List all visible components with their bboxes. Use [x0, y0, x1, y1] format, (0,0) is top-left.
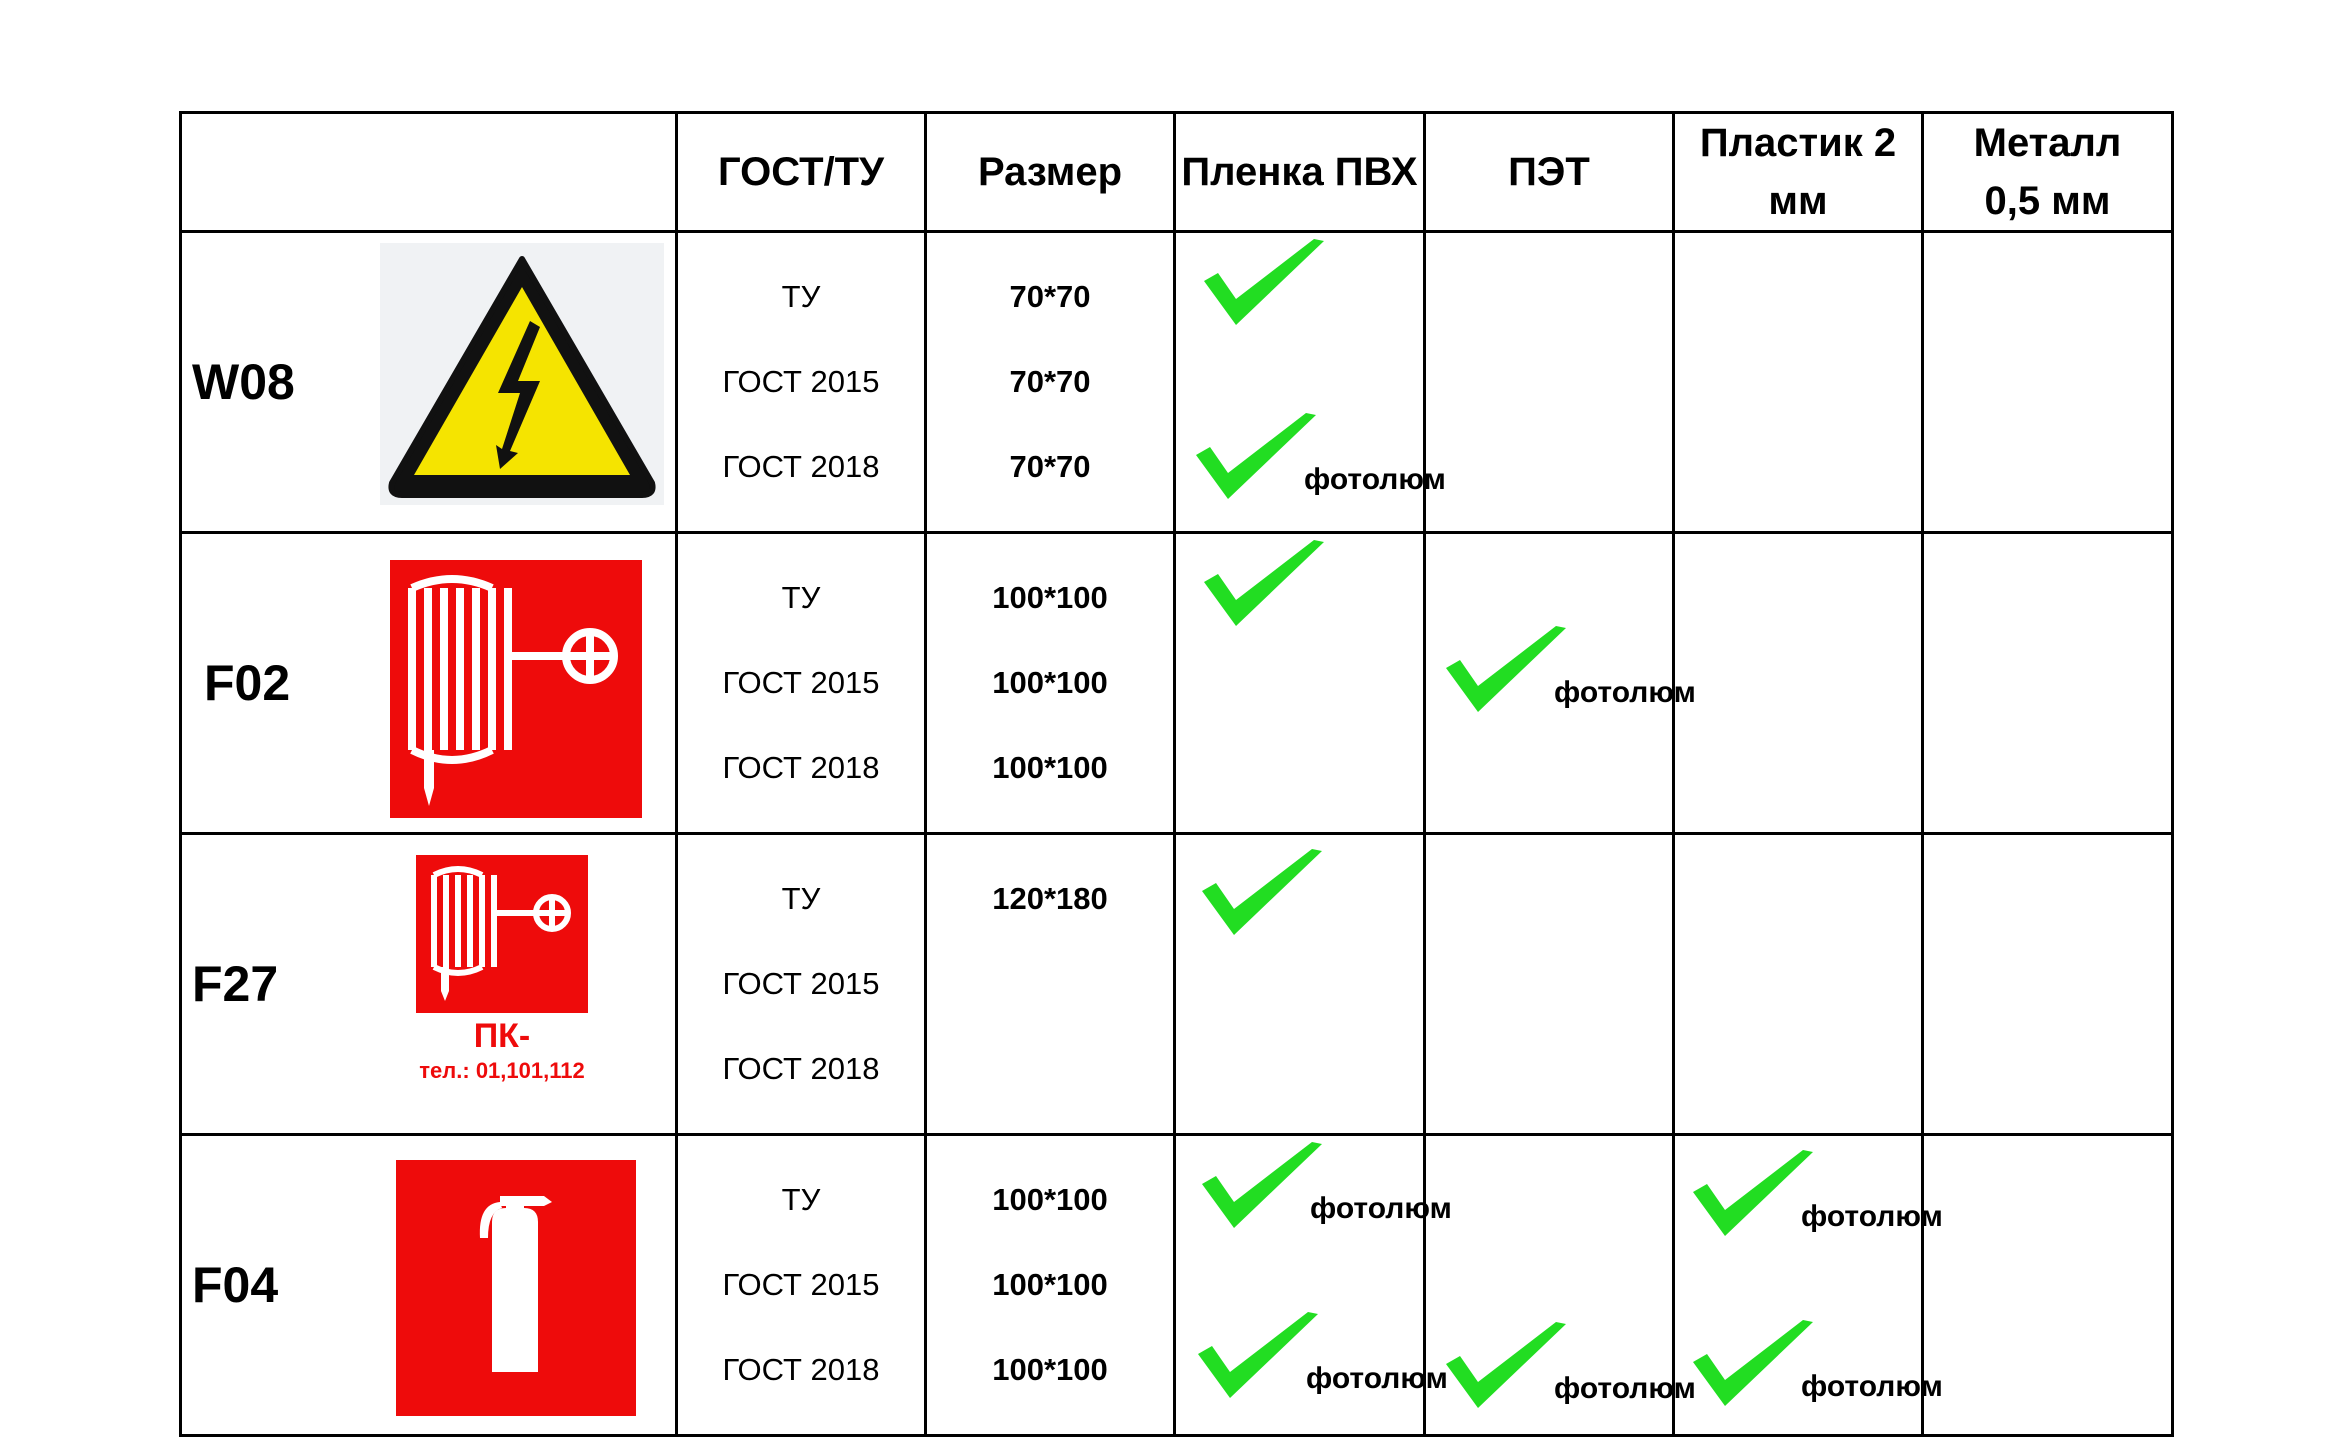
sign-cell — [181, 232, 677, 533]
standards-cell — [677, 1135, 926, 1436]
header-plastic — [1674, 113, 1923, 232]
check-mark — [1194, 411, 1446, 501]
size-value: 100*100 — [992, 749, 1108, 785]
metal-cell — [1923, 1135, 2173, 1436]
pet-cell — [1425, 232, 1674, 533]
table-row — [181, 834, 2173, 1135]
photoluminescent-note: фотолюм — [1801, 1370, 1943, 1403]
standard-label: ГОСТ 2018 — [722, 448, 880, 484]
size-value: 100*100 — [992, 1266, 1108, 1302]
plastic-cell — [1674, 1135, 1943, 1436]
photoluminescent-note: фотолюм — [1306, 1362, 1448, 1395]
fire-extinguisher-icon — [396, 1160, 636, 1416]
table-row — [181, 232, 2173, 533]
photoluminescent-note: фотолюм — [1554, 1372, 1696, 1405]
header-plastic-line2: мм — [1768, 179, 1828, 223]
sign-code: W08 — [192, 354, 295, 410]
check-mark — [1202, 538, 1326, 628]
plastic-cell — [1674, 533, 1923, 834]
standard-label: ТУ — [781, 279, 821, 315]
header-metal — [1923, 113, 2173, 232]
standard-label: ТУ — [781, 580, 821, 616]
size-value: 100*100 — [992, 580, 1108, 616]
check-icon — [1200, 1140, 1324, 1230]
size-value: 70*70 — [1009, 448, 1091, 484]
photoluminescent-note: фотолюм — [1554, 676, 1696, 709]
metal-cell — [1923, 533, 2173, 834]
check-icon — [1691, 1318, 1815, 1408]
standard-label: ГОСТ 2018 — [722, 749, 880, 785]
pet-cell — [1425, 834, 1674, 1135]
standard-label: ГОСТ 2015 — [722, 965, 880, 1001]
check-icon — [1691, 1148, 1815, 1238]
header-metal-line1: Металл — [1973, 121, 2122, 165]
sign-caption: ПК- — [473, 1017, 531, 1055]
table-row — [181, 533, 2173, 834]
header-sign — [181, 113, 677, 232]
header-gost: ГОСТ/ТУ — [677, 113, 926, 232]
size-value — [927, 1049, 1173, 1089]
check-icon — [1444, 1320, 1568, 1410]
header-size: Размер — [926, 113, 1175, 232]
standards-cell — [677, 533, 926, 834]
photoluminescent-note: фотолюм — [1801, 1200, 1943, 1233]
check-icon — [1202, 538, 1326, 628]
standard-label: ГОСТ 2018 — [722, 1050, 880, 1086]
check-mark — [1444, 1320, 1696, 1410]
size-value: 70*70 — [1009, 279, 1091, 315]
size-value — [927, 964, 1173, 1004]
check-icon — [1444, 624, 1568, 714]
standard-label: ТУ — [781, 1182, 821, 1218]
plastic-cell — [1674, 834, 1923, 1135]
sign-phone: тел.: 01,101,112 — [419, 1058, 585, 1083]
metal-cell — [1923, 232, 2173, 533]
check-mark — [1202, 237, 1326, 327]
standard-label: ТУ — [781, 881, 821, 917]
sign-cell — [181, 1135, 677, 1436]
metal-cell — [1923, 834, 2173, 1135]
standards-cell — [677, 834, 926, 1135]
size-value: 70*70 — [1009, 363, 1091, 399]
header-plastic-line1: Пластик 2 — [1699, 121, 1897, 165]
electric-hazard-warning-icon — [380, 243, 664, 505]
size-value: 100*100 — [992, 1182, 1108, 1218]
photoluminescent-note: фотолюм — [1304, 463, 1446, 496]
size-value: 100*100 — [992, 1351, 1108, 1387]
size-cell — [926, 1135, 1175, 1436]
check-icon — [1202, 237, 1326, 327]
standards-cell — [677, 232, 926, 533]
pet-cell — [1425, 1135, 1696, 1436]
pet-cell — [1425, 533, 1696, 834]
header-pet: ПЭТ — [1425, 113, 1674, 232]
check-icon — [1194, 411, 1318, 501]
header-pvc: Пленка ПВХ — [1175, 113, 1425, 232]
pvc-cell — [1175, 533, 1425, 834]
sign-materials-table — [179, 111, 2174, 1437]
pvc-cell — [1175, 834, 1425, 1135]
sign-code: F27 — [192, 956, 279, 1012]
header-metal-line2: 0,5 мм — [1984, 179, 2111, 223]
sign-cell — [181, 834, 677, 1135]
size-value: 120*180 — [992, 881, 1108, 917]
fire-hose-reel-icon — [416, 855, 588, 1013]
check-mark — [1200, 847, 1324, 937]
check-icon — [1196, 1310, 1320, 1400]
standard-label: ГОСТ 2015 — [722, 1266, 880, 1302]
sign-code: F04 — [192, 1257, 279, 1313]
size-value: 100*100 — [992, 664, 1108, 700]
table-row — [181, 1135, 2173, 1436]
size-cell — [926, 533, 1175, 834]
check-icon — [1200, 847, 1324, 937]
header-row — [181, 113, 2173, 232]
standard-label: ГОСТ 2018 — [722, 1351, 880, 1387]
fire-hose-reel-icon — [390, 560, 642, 818]
check-mark — [1691, 1148, 1943, 1238]
pvc-cell — [1175, 232, 1446, 533]
standard-label: ГОСТ 2015 — [722, 664, 880, 700]
sign-code: F02 — [204, 655, 291, 711]
standard-label: ГОСТ 2015 — [722, 363, 880, 399]
check-mark — [1444, 624, 1696, 714]
size-cell — [926, 834, 1175, 1135]
check-mark — [1691, 1318, 1943, 1408]
sign-cell — [181, 533, 677, 834]
check-mark — [1200, 1140, 1452, 1230]
pvc-cell — [1175, 1135, 1452, 1436]
size-cell — [926, 232, 1175, 533]
photoluminescent-note: фотолюм — [1310, 1192, 1452, 1225]
plastic-cell — [1674, 232, 1923, 533]
check-mark — [1196, 1310, 1448, 1400]
